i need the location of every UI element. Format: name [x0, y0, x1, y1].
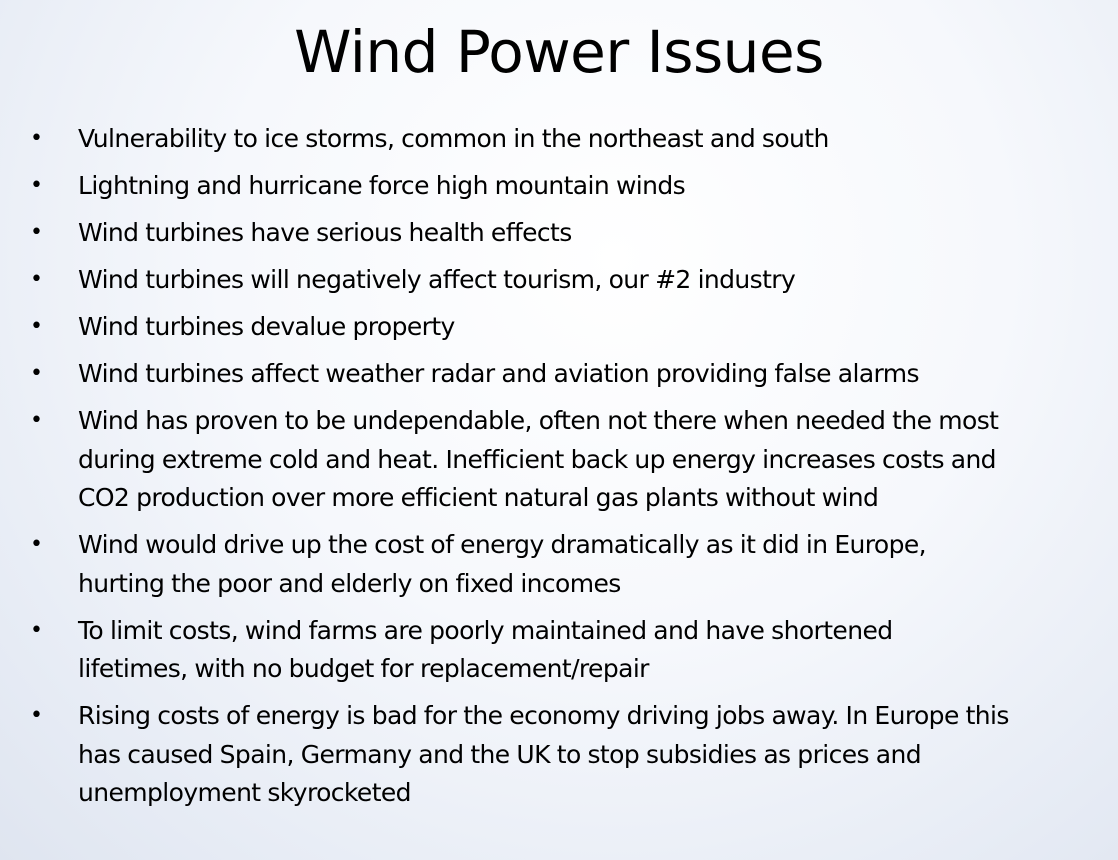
slide-title: Wind Power Issues — [294, 18, 824, 86]
bullet-dot-icon: • — [30, 703, 43, 728]
bullet-item — [30, 355, 1110, 394]
bullet-item — [30, 612, 1110, 689]
bullet-item — [30, 167, 1110, 206]
bullet-text: Wind turbines affect weather radar and aviation providing false alarms — [78, 359, 919, 388]
bullet-dot-icon: • — [30, 408, 43, 433]
bullet-dot-icon: • — [30, 126, 43, 151]
bullet-text: Lightning and hurricane force high mountain winds — [78, 171, 686, 200]
bullet-dot-icon: • — [30, 314, 43, 339]
bullet-text: Wind would drive up the cost of energy dramatically as it did in Europe, hurting the poor and elderly on fixed incomes — [78, 530, 926, 598]
bullet-item — [30, 697, 1110, 813]
bullet-text: Wind has proven to be undependable, often not there when needed the most during extreme cold and heat. Inefficient back up energy increases costs and CO2 production over more efficient natural gas plants without wind — [78, 406, 999, 512]
bullet-item — [30, 120, 1110, 159]
bullet-item — [30, 214, 1110, 253]
bullet-text: To limit costs, wind farms are poorly maintained and have shortened lifetimes, with no budget for replacement/repair — [78, 615, 893, 683]
bullet-item — [30, 308, 1110, 347]
bullet-dot-icon: • — [30, 267, 43, 292]
bullet-dot-icon: • — [30, 220, 43, 245]
bullet-item — [30, 526, 1110, 603]
bullet-text: Wind turbines will negatively affect tourism, our #2 industry — [78, 265, 796, 294]
bullet-dot-icon: • — [30, 173, 43, 198]
bullet-text: Wind turbines have serious health effects — [78, 218, 572, 247]
bullet-item — [30, 261, 1110, 300]
bullet-dot-icon: • — [30, 617, 43, 643]
bullet-text: Wind turbines devalue property — [78, 312, 455, 341]
bullet-text: Rising costs of energy is bad for the economy driving jobs away. In Europe this has caused Spain, Germany and the UK to stop subsidies as prices and unemployment skyrocketed — [78, 701, 1009, 807]
bullet-item — [30, 402, 1110, 518]
bullet-dot-icon: • — [30, 361, 43, 386]
bullet-text: Vulnerability to ice storms, common in the northeast and south — [78, 124, 829, 153]
bullet-list — [30, 120, 1110, 821]
bullet-dot-icon: • — [30, 532, 43, 557]
